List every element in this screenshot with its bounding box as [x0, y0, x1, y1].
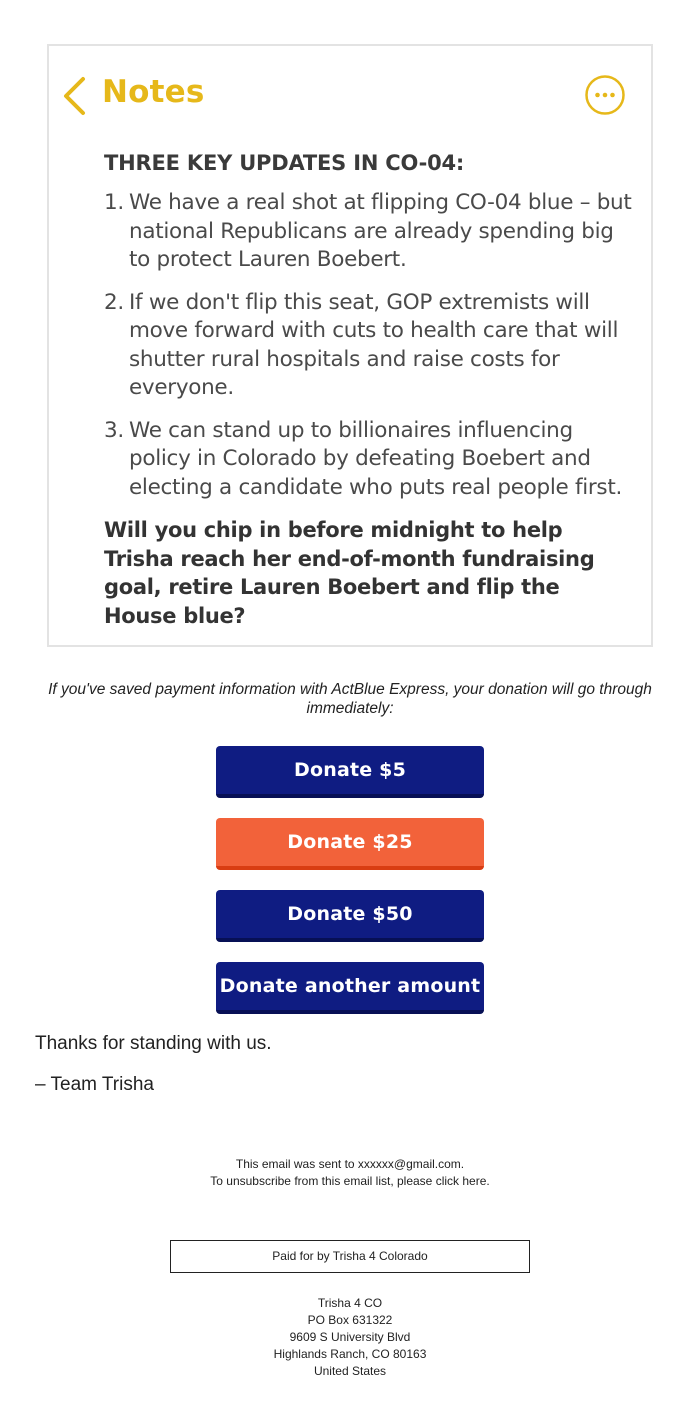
address-country: United States — [313, 1364, 387, 1378]
donate-25-button[interactable]: Donate $25 — [216, 818, 484, 870]
notes-body — [104, 149, 634, 630]
notes-card — [47, 44, 653, 647]
sent-to-line: This email was sent to xxxxxx@gmail.com. — [235, 1157, 465, 1171]
mailing-address — [0, 1295, 700, 1380]
donate-50-button[interactable]: Donate $50 — [216, 890, 484, 942]
address-org: Trisha 4 CO — [317, 1296, 383, 1310]
notes-heading: THREE KEY UPDATES IN CO-04: — [104, 151, 465, 175]
list-number: 2. — [104, 289, 124, 315]
list-number: 1. — [104, 190, 124, 215]
list-item — [104, 289, 634, 403]
address-city: Highlands Ranch, CO 80163 — [273, 1347, 427, 1361]
chevron-left-icon[interactable] — [61, 76, 87, 116]
address-street: 9609 S University Blvd — [289, 1330, 411, 1344]
address-po-box: PO Box 631322 — [307, 1313, 393, 1327]
actblue-express-note: If you've saved payment information with ActBlue Express, your donation will go through immediately: — [48, 681, 652, 717]
list-text: We can stand up to billionaires influencing policy in Colorado by defeating Boebert and electing a candidate who puts real people first. — [129, 417, 623, 500]
unsubscribe-prefix: To unsubscribe from this email list, please — [210, 1174, 436, 1188]
unsubscribe-line — [0, 1173, 700, 1190]
thanks-text: Thanks for standing with us. — [35, 1033, 272, 1054]
unsubscribe-link[interactable]: click here — [435, 1174, 487, 1188]
list-number: 3. — [104, 417, 124, 443]
paid-for-disclaimer: Paid for by Trisha 4 Colorado — [170, 1240, 530, 1273]
list-text: We have a real shot at flipping CO-04 blue – but national Republicans are already spending big to protect Lauren Boebert. — [129, 190, 632, 272]
notes-list — [104, 189, 634, 502]
notes-header — [49, 46, 651, 146]
signoff-text: – Team Trisha — [35, 1074, 154, 1095]
donation-ask: Will you chip in before midnight to help Trisha reach her end-of-month fundraising goal, retire Lauren Boebert and flip the House blue? — [104, 518, 595, 628]
more-options-icon[interactable] — [584, 74, 626, 116]
list-item — [104, 417, 634, 503]
unsubscribe-suffix: . — [486, 1174, 490, 1188]
list-item — [104, 189, 634, 275]
list-text: If we don't flip this seat, GOP extremists will move forward with cuts to health care that will shutter rural hospitals and raise costs for everyone. — [129, 289, 619, 400]
notes-title: Notes — [102, 74, 205, 110]
donate-5-button[interactable]: Donate $5 — [216, 746, 484, 798]
donate-other-amount-button[interactable]: Donate another amount — [216, 962, 484, 1014]
footer-sent-info — [0, 1156, 700, 1190]
